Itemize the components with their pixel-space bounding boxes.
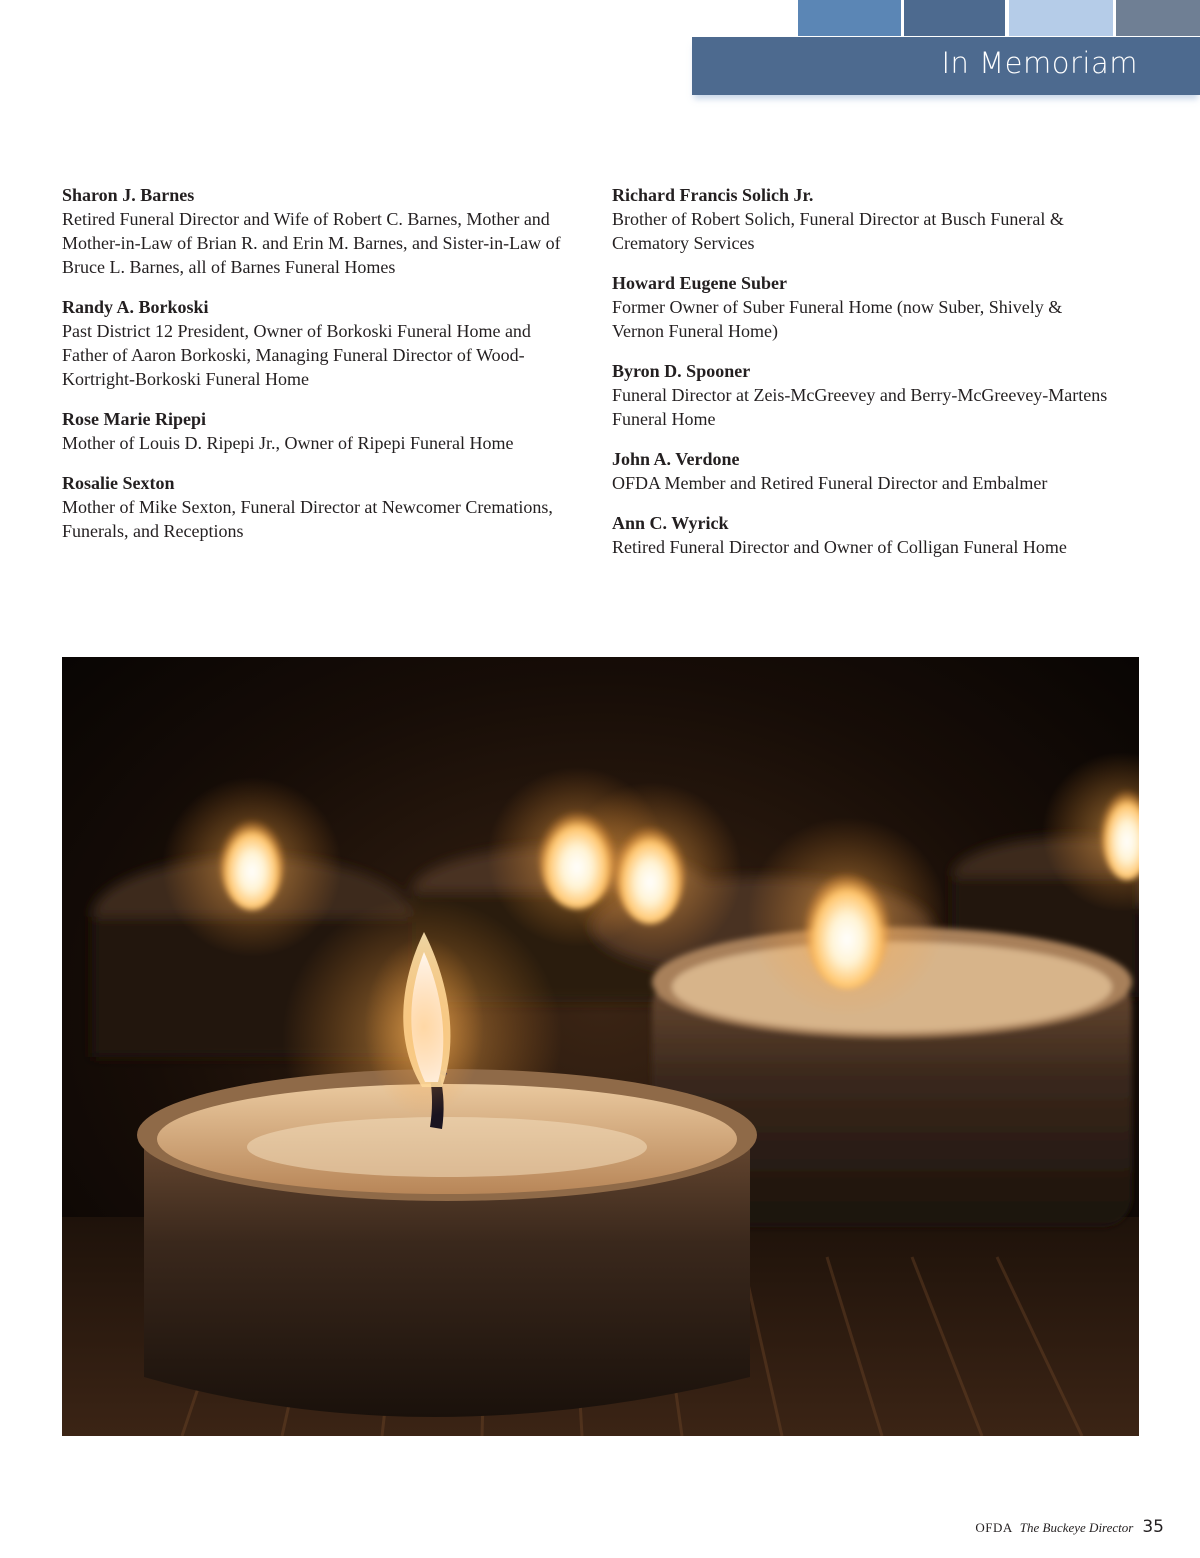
memoriam-left-column xyxy=(62,183,597,559)
entry-name: Sharon J. Barnes xyxy=(62,185,195,205)
entry-description: Retired Funeral Director and Wife of Robert C. Barnes, Mother and Mother-in-Law of Brian R. and Erin M. Barnes, and Sister-in-Law of Bruce L. Barnes, all of Barnes Funeral Homes xyxy=(62,209,561,277)
entry-description: Funeral Director at Zeis-McGreevey and Berry-McGreevey-Martens Funeral Home xyxy=(612,385,1108,429)
page-footer xyxy=(975,1517,1164,1537)
footer-org: OFDA xyxy=(975,1520,1013,1535)
memoriam-entry xyxy=(62,295,597,391)
entry-description: Mother of Louis D. Ripepi Jr., Owner of Ripepi Funeral Home xyxy=(62,433,514,453)
entry-description: Past District 12 President, Owner of Borkoski Funeral Home and Father of Aaron Borkoski, Managing Funeral Director of Wood-Kortright-Borkoski Funeral Home xyxy=(62,321,531,389)
entry-name: Byron D. Spooner xyxy=(612,361,751,381)
entry-name: Randy A. Borkoski xyxy=(62,297,209,317)
memoriam-entry xyxy=(62,471,597,543)
section-title: In Memoriam xyxy=(941,46,1138,80)
entry-name: Rosalie Sexton xyxy=(62,473,175,493)
entry-description: Mother of Mike Sexton, Funeral Director at Newcomer Cremations, Funerals, and Receptions xyxy=(62,497,553,541)
entry-description: OFDA Member and Retired Funeral Director and Embalmer xyxy=(612,473,1048,493)
memoriam-entry xyxy=(612,359,1152,431)
entry-description: Former Owner of Suber Funeral Home (now Suber, Shively & Vernon Funeral Home) xyxy=(612,297,1063,341)
memoriam-entry xyxy=(62,183,597,279)
entry-name: Richard Francis Solich Jr. xyxy=(612,185,814,205)
entry-name: Howard Eugene Suber xyxy=(612,273,788,293)
header-tab-2 xyxy=(904,0,1005,36)
entry-name: John A. Verdone xyxy=(612,449,740,469)
memoriam-entry xyxy=(612,447,1152,495)
page-number: 35 xyxy=(1142,1517,1164,1537)
section-header-bar xyxy=(692,37,1200,95)
memoriam-entry xyxy=(612,183,1152,255)
memoriam-entry xyxy=(62,407,597,455)
footer-publication: The Buckeye Director xyxy=(1019,1520,1134,1535)
tealight-candles-photo xyxy=(62,657,1139,1436)
header-tab-3 xyxy=(1009,0,1113,36)
memoriam-entry xyxy=(612,511,1152,559)
entry-name: Ann C. Wyrick xyxy=(612,513,729,533)
entry-description: Retired Funeral Director and Owner of Colligan Funeral Home xyxy=(612,537,1067,557)
header-tab-1 xyxy=(798,0,901,36)
memoriam-entry xyxy=(612,271,1152,343)
memoriam-right-column xyxy=(612,183,1152,575)
entry-description: Brother of Robert Solich, Funeral Director at Busch Funeral & Crematory Services xyxy=(612,209,1064,253)
header-tab-4 xyxy=(1116,0,1200,36)
entry-name: Rose Marie Ripepi xyxy=(62,409,206,429)
